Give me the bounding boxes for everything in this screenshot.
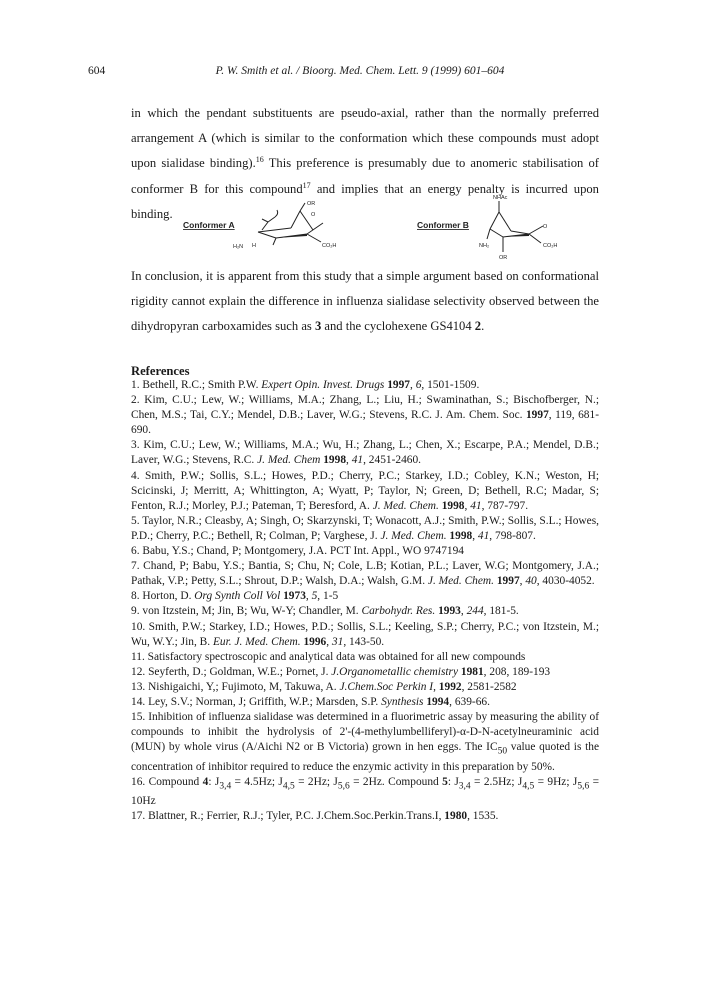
- reference-list: [131, 378, 599, 824]
- reference-9: 9. von Itzstein, M; Jin, B; Wu, W-Y; Chandler, M. Carbohydr. Res. 1993, 244, 181-5.: [131, 605, 519, 618]
- running-head: P. W. Smith et al. / Bioorg. Med. Chem. Lett. 9 (1999) 601–604: [215, 65, 505, 77]
- reference-3: 3. Kim, C.U.; Lew, W.; Williams, M.A.; Wu, H.; Zhang, L.; Chen, X.; Escarpe, P.A.; Mendel, D.B.; Laver, W.G.; Stevens, R.C. J. Med. Chem 1998, 41, 2451-2460.: [131, 439, 599, 467]
- svg-text:OR: OR: [499, 255, 508, 261]
- reference-10: 10. Smith, P.W.; Starkey, I.D.; Howes, P.D.; Sollis, S.L.; Keeling, S.P.; Cherry, P.C.; von Itzstein, M.; Wu, W.Y.; Jin, B. Eur. J. Med. Chem. 1996, 31, 143-50.: [131, 620, 599, 648]
- reference-12: 12. Seyferth, D.; Goldman, W.E.; Pornet, J. J.Organometallic chemistry 1981, 208, 189-193: [131, 665, 551, 678]
- reference-15: 15. Inhibition of influenza sialidase was determined in a fluorimetric assay by measuring the ability of compounds to inhibit the hydrolysis of 2'-(4-methylumbelliferyl)-α-D-N-acetylneuraminic acid (MUN) by whole virus (A/Aichi N2 or B Victoria) grown in hen eggs. The $IC_{50}$ value quoted is the concentration of inhibitor required to reduce the enzymic activity in this preparation by 50%.: [131, 711, 599, 773]
- conformer-b-label: Conformer B: [417, 220, 469, 230]
- body-paragraph: in which the pendant substituents are pseudo-axial, rather than the normally preferred arrangement A (which is similar to the conformation which these compounds must adopt upon sialidase binding).$^{16}$ This preference is presumably due to anomeric stabilisation of conformer B for this compound$^{17}$ and implies that an energy penalty is incurred upon binding.: [131, 106, 599, 221]
- reference-7: 7. Chand, P; Babu, Y.S.; Bantia, S; Chu, N; Cole, L.B; Kotian, P.L.; Laver, W.G; Montgomery, J.A.; Pathak, V.P.; Petty, S.L.; Shrout, D.P.; Walsh, D.A.; Walsh, G.M. J. Med. Chem. 1997, 40, 4030-4052.: [131, 560, 599, 588]
- reference-8: 8. Horton, D. Org Synth Coll Vol 1973, 5, 1-5: [131, 590, 339, 603]
- references-heading: References: [131, 364, 190, 378]
- reference-5: 5. Taylor, N.R.; Cleasby, A; Singh, O; Skarzynski, T; Wonacott, A.J.; Smith, P.W.; Sollis, S.L.; Howes, P.D.; Cherry, P.C.; Bethell, R; Colman, P; Varghese, J. J. Med. Chem. 1998, 41, 798-807.: [131, 514, 599, 542]
- conformer-a-label: Conformer A: [183, 220, 235, 230]
- svg-text:H: H: [252, 243, 256, 249]
- reference-4: 4. Smith, P.W.; Sollis, S.L.; Howes, P.D.; Cherry, P.C.; Starkey, I.D.; Cobley, K.N.; Weston, H; Scicinski, J; Merritt, A; Whittington, A; Wyatt, P; Taylor, N; Green, D; Bethell, R.C; Madar, S; Fenton, R.J.; Morley, P.J.; Pateman, T; Beresford, A. J. Med. Chem. 1998, 41, 787-797.: [131, 469, 599, 512]
- svg-text:O: O: [311, 212, 316, 218]
- svg-text:NHAc: NHAc: [493, 195, 508, 201]
- svg-text:CO₂H: CO₂H: [322, 243, 337, 249]
- svg-text:O: O: [543, 224, 548, 230]
- svg-text:H₂N: H₂N: [233, 244, 244, 250]
- reference-13: 13. Nishigaichi, Y,; Fujimoto, M, Takuwa, A. J.Chem.Soc Perkin I, 1992, 2581-2582: [131, 680, 517, 693]
- conformer-figure: [131, 192, 599, 262]
- svg-text:CO₂H: CO₂H: [543, 243, 558, 249]
- conformer-structures: [131, 192, 599, 262]
- reference-11: 11. Satisfactory spectroscopic and analytical data was obtained for all new compounds: [131, 650, 526, 663]
- conformer-a-structure: [258, 203, 323, 245]
- reference-14: 14. Ley, S.V.; Norman, J; Griffith, W.P.; Marsden, S.P. Synthesis 1994, 639-66.: [131, 695, 490, 708]
- conformer-b-structure: [487, 201, 543, 252]
- reference-16: 16. Compound 4: $J_{3,4} = 4.5Hz$; $J_{4,5} = 2Hz$; $J_{5,6} = 2Hz$. Compound 5: $J_{3,4} = 2.5Hz$; $J_{4,5} = 9Hz$; $J_{5,6} = 10Hz$: [131, 775, 600, 808]
- page-number: 604: [88, 65, 106, 77]
- reference-6: 6. Babu, Y.S.; Chand, P; Montgomery, J.A. PCT Int. Appl., WO 9747194: [131, 545, 464, 558]
- reference-17: 17. Blattner, R.; Ferrier, R.J.; Tyler, P.C. J.Chem.Soc.Perkin.Trans.I, 1980, 1535.: [131, 810, 499, 823]
- svg-text:OR: OR: [307, 201, 316, 207]
- conclusion-paragraph: In conclusion, it is apparent from this study that a simple argument based on conformational rigidity cannot explain the difference in influenza sialidase selectivity observed between the dihydropyran carboxamides such as 3 and the cyclohexene GS4104 2.: [131, 269, 599, 334]
- svg-text:NH₂: NH₂: [479, 243, 490, 249]
- reference-1: 1. Bethell, R.C.; Smith P.W. Expert Opin. Invest. Drugs 1997, 6, 1501-1509.: [131, 379, 480, 391]
- reference-2: 2. Kim, C.U.; Lew, W.; Williams, M.A.; Zhang, L.; Liu, H.; Swaminathan, S.; Bischofberger, N.; Chen, M.S.; Tai, C.Y.; Mendel, D.B.; Laver, W.G.; Stevens, R.C. J. Am. Chem. Soc. 1997, 119, 681-690.: [131, 394, 599, 437]
